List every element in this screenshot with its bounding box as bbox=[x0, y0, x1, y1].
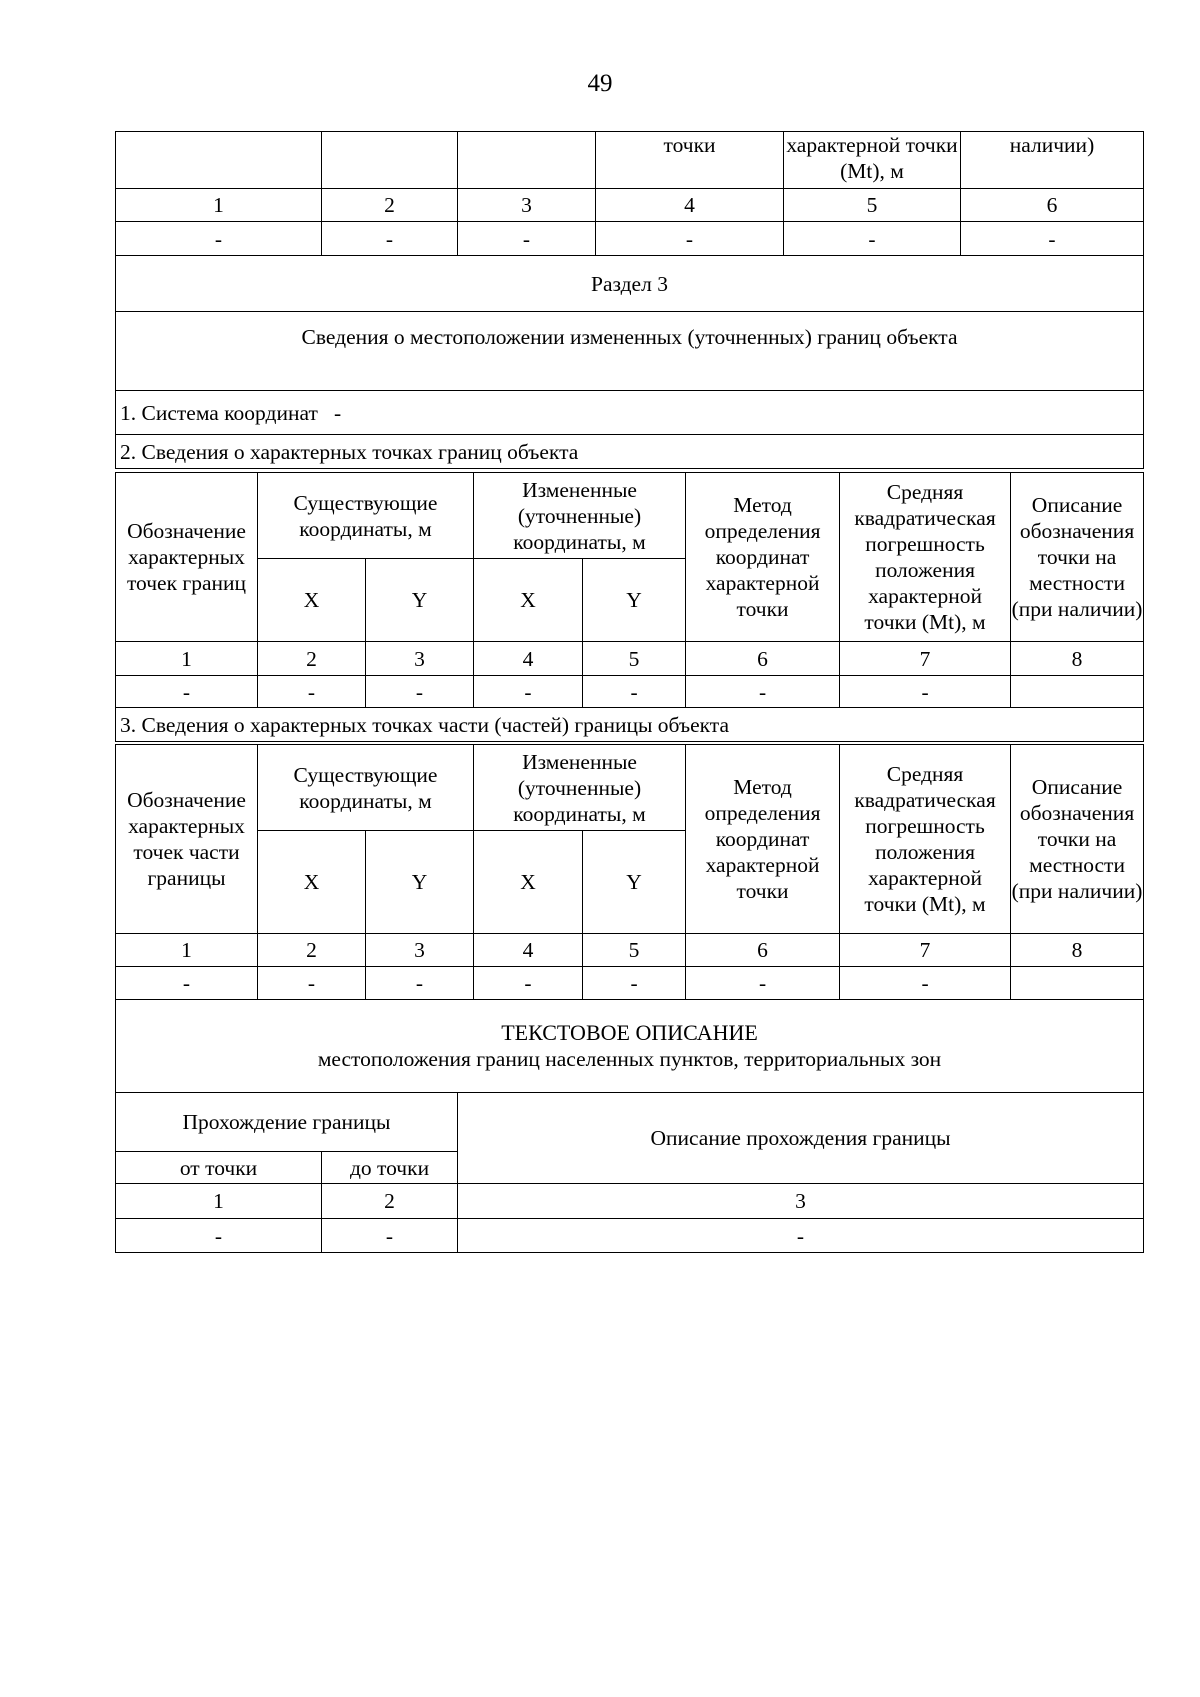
col-y: Y bbox=[583, 559, 686, 642]
text-description-heading bbox=[116, 1000, 1144, 1093]
header-cell: точки bbox=[596, 132, 784, 189]
column-number: 7 bbox=[840, 642, 1011, 676]
col-error: Средняя квадратическая погрешность положения характерной точки (Mt), м bbox=[840, 745, 1011, 934]
col-method: Метод определения координат характерной точки bbox=[686, 745, 840, 934]
table-value: - bbox=[258, 676, 366, 708]
table-value: - bbox=[474, 676, 583, 708]
text-description-subtitle: местоположения границ населенных пунктов, территориальных зон bbox=[317, 1047, 942, 1071]
col-error: Средняя квадратическая погрешность положения характерной точки (Mt), м bbox=[840, 473, 1011, 642]
parts-title: 3. Сведения о характерных точках части (частей) границы объекта bbox=[116, 708, 1144, 742]
col-x: X bbox=[258, 559, 366, 642]
parts-table bbox=[115, 744, 1144, 1093]
table-value: - bbox=[366, 676, 474, 708]
column-number: 3 bbox=[458, 1184, 1144, 1219]
header-cell bbox=[322, 132, 458, 189]
table-value: - bbox=[116, 222, 322, 256]
column-number: 4 bbox=[596, 189, 784, 222]
column-number: 2 bbox=[322, 1184, 458, 1219]
col-y: Y bbox=[583, 831, 686, 934]
column-number: 4 bbox=[474, 934, 583, 967]
table-value: - bbox=[686, 676, 840, 708]
header-cell bbox=[458, 132, 596, 189]
table-value: - bbox=[784, 222, 961, 256]
column-number: 5 bbox=[784, 189, 961, 222]
column-number: 6 bbox=[961, 189, 1144, 222]
column-number: 3 bbox=[458, 189, 596, 222]
table-value: - bbox=[322, 222, 458, 256]
coordinate-system-value: - bbox=[333, 400, 342, 425]
table-value: - bbox=[840, 676, 1011, 708]
route-table bbox=[115, 1092, 1144, 1253]
table-value: - bbox=[458, 1219, 1144, 1253]
col-designation: Обозначение характерных точек границ bbox=[116, 473, 258, 642]
col-to-point: до точки bbox=[322, 1152, 458, 1184]
section-subtitle: Сведения о местоположении измененных (уточненных) границ объекта bbox=[116, 312, 1144, 391]
column-number: 8 bbox=[1011, 642, 1144, 676]
table-value: - bbox=[366, 967, 474, 1000]
table-value: - bbox=[596, 222, 784, 256]
table-value: - bbox=[961, 222, 1144, 256]
table-value: - bbox=[686, 967, 840, 1000]
table-value: - bbox=[474, 967, 583, 1000]
col-description: Описание обозначения точки на местности (при наличии) bbox=[1011, 745, 1144, 934]
column-number: 8 bbox=[1011, 934, 1144, 967]
table-value: - bbox=[583, 967, 686, 1000]
table-value: - bbox=[258, 967, 366, 1000]
points-title: 2. Сведения о характерных точках границ объекта bbox=[116, 435, 1144, 469]
page-number: 49 bbox=[587, 70, 613, 97]
column-number: 1 bbox=[116, 642, 258, 676]
coordinate-system-row bbox=[116, 391, 1144, 435]
header-cell: наличии) bbox=[961, 132, 1144, 189]
column-number: 2 bbox=[322, 189, 458, 222]
table-value: - bbox=[322, 1219, 458, 1253]
col-y: Y bbox=[366, 559, 474, 642]
coordinate-system-label: 1. Система координат bbox=[120, 400, 318, 425]
column-number: 6 bbox=[686, 642, 840, 676]
table-value: - bbox=[116, 967, 258, 1000]
col-x: X bbox=[474, 831, 583, 934]
col-method: Метод определения координат характерной точки bbox=[686, 473, 840, 642]
table-value bbox=[1011, 967, 1144, 1000]
col-existing-coordinates: Существующие координаты, м bbox=[258, 745, 474, 831]
column-number: 1 bbox=[116, 1184, 322, 1219]
column-number: 1 bbox=[116, 934, 258, 967]
table-value: - bbox=[840, 967, 1011, 1000]
col-description: Описание обозначения точки на местности (при наличии) bbox=[1011, 473, 1144, 642]
col-changed-coordinates: Измененные (уточненные) координаты, м bbox=[474, 745, 686, 831]
column-number: 3 bbox=[366, 934, 474, 967]
points-table bbox=[115, 472, 1144, 742]
column-number: 5 bbox=[583, 642, 686, 676]
col-route-description: Описание прохождения границы bbox=[458, 1093, 1144, 1184]
column-number: 2 bbox=[258, 642, 366, 676]
table-value: - bbox=[583, 676, 686, 708]
column-number: 4 bbox=[474, 642, 583, 676]
column-number: 6 bbox=[686, 934, 840, 967]
header-cell bbox=[116, 132, 322, 189]
continuation-table bbox=[115, 131, 1144, 469]
table-value: - bbox=[458, 222, 596, 256]
column-number: 1 bbox=[116, 189, 322, 222]
table-value: - bbox=[116, 1219, 322, 1253]
section-title: Раздел 3 bbox=[116, 256, 1144, 312]
col-passage: Прохождение границы bbox=[116, 1093, 458, 1152]
column-number: 2 bbox=[258, 934, 366, 967]
header-cell: характерной точки (Mt), м bbox=[784, 132, 961, 189]
col-existing-coordinates: Существующие координаты, м bbox=[258, 473, 474, 559]
table-value: - bbox=[116, 676, 258, 708]
table-value bbox=[1011, 676, 1144, 708]
col-changed-coordinates: Измененные (уточненные) координаты, м bbox=[474, 473, 686, 559]
column-number: 7 bbox=[840, 934, 1011, 967]
col-y: Y bbox=[366, 831, 474, 934]
col-x: X bbox=[474, 559, 583, 642]
column-number: 5 bbox=[583, 934, 686, 967]
col-from-point: от точки bbox=[116, 1152, 322, 1184]
column-number: 3 bbox=[366, 642, 474, 676]
text-description-title: ТЕКСТОВОЕ ОПИСАНИЕ bbox=[501, 1020, 758, 1045]
col-designation: Обозначение характерных точек части границы bbox=[116, 745, 258, 934]
col-x: X bbox=[258, 831, 366, 934]
